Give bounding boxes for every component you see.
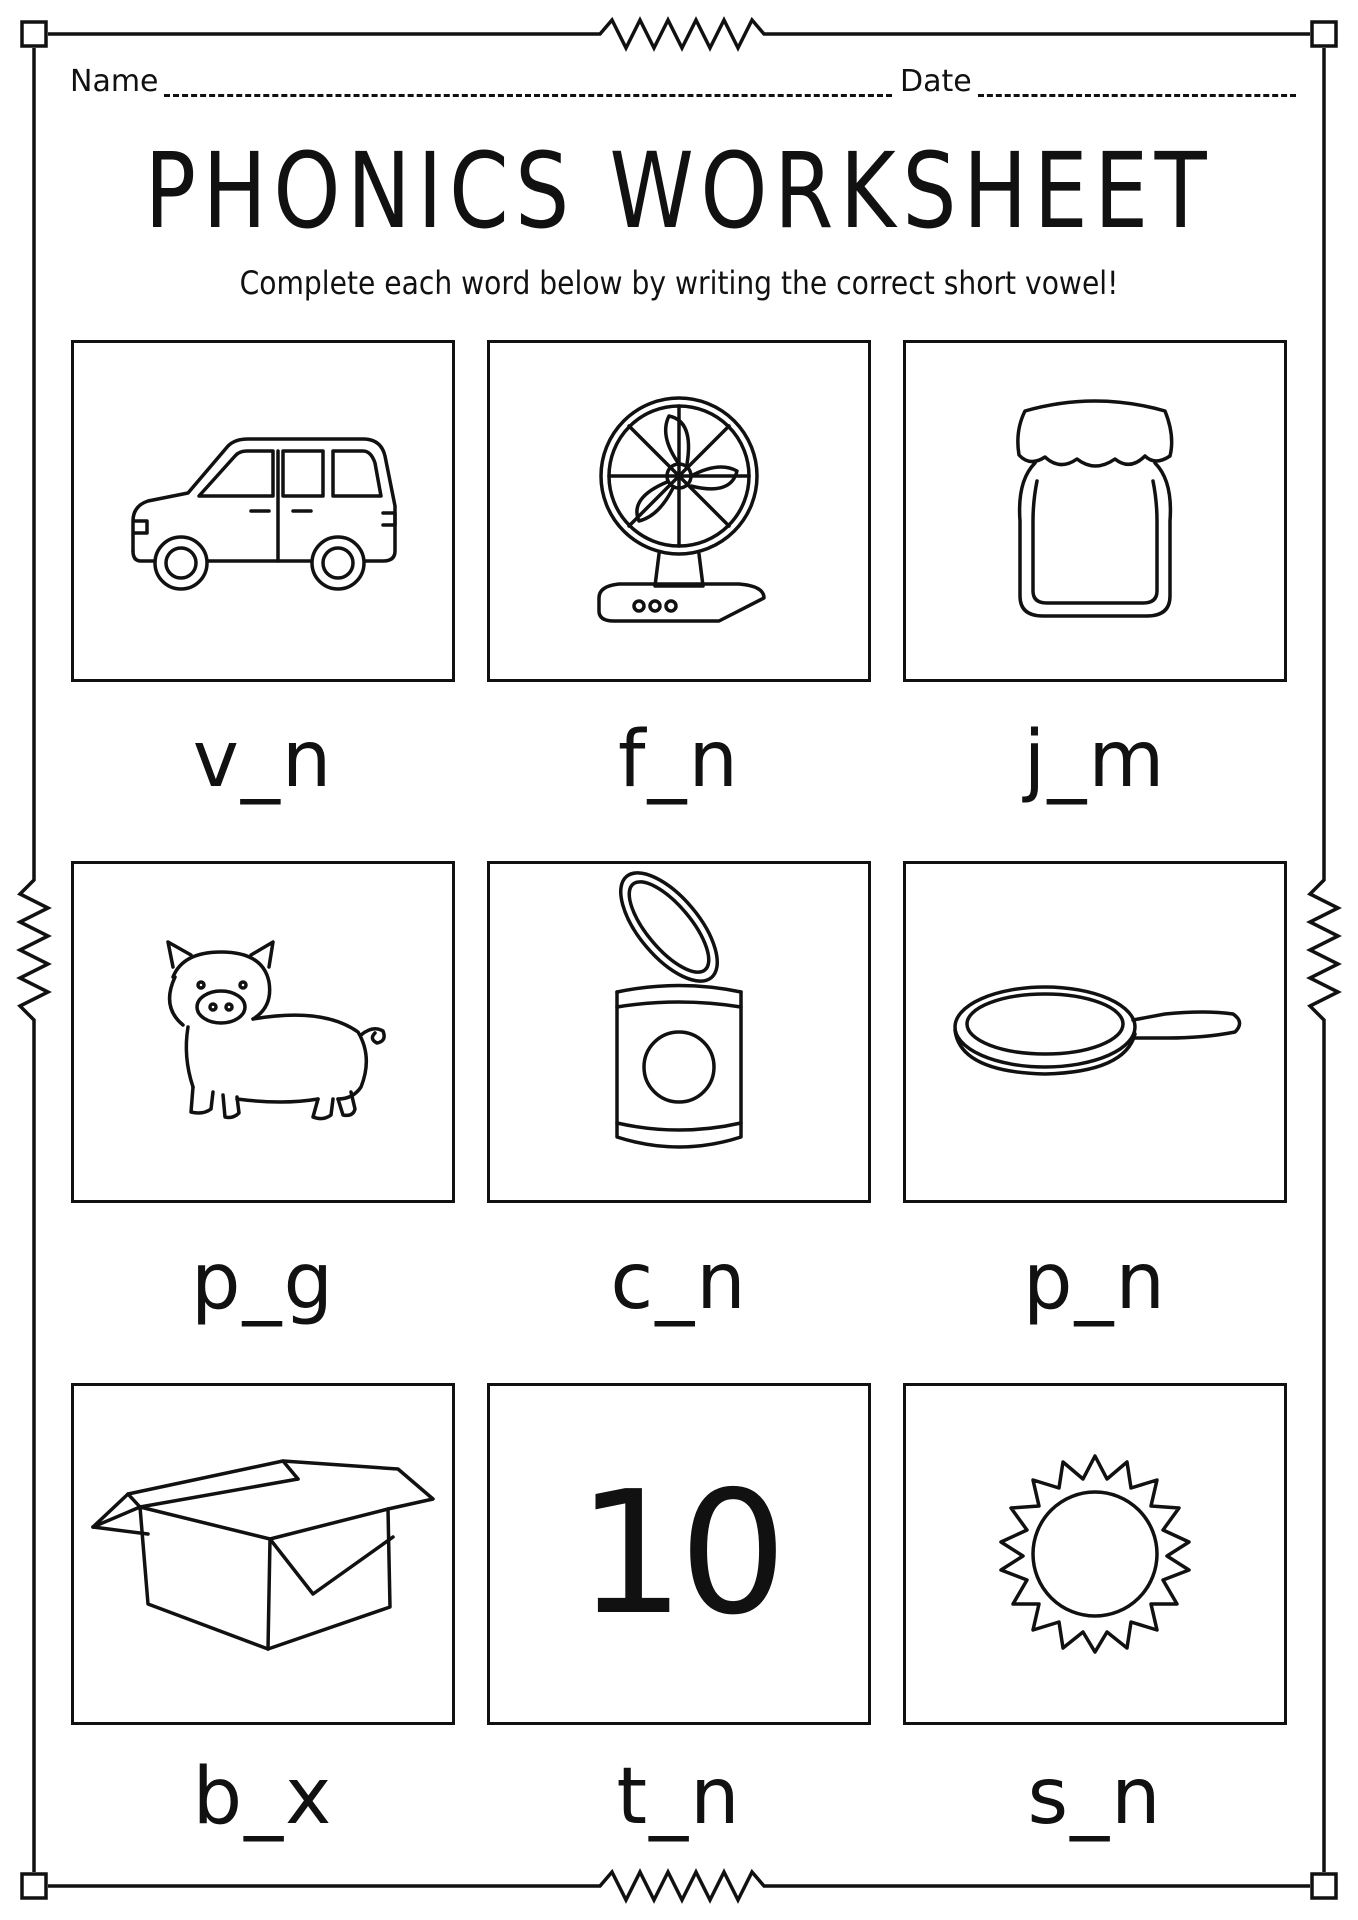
van-icon <box>113 401 413 621</box>
picture-card-pig <box>71 861 455 1203</box>
can-icon <box>579 887 779 1177</box>
sun-icon <box>985 1444 1205 1664</box>
ten-number: 10 <box>576 1455 782 1653</box>
name-label: Name <box>70 64 159 99</box>
word-blank[interactable]: b_x <box>192 1752 334 1842</box>
picture-card-sun <box>903 1383 1287 1725</box>
instruction-text: Complete each word below by writing the correct short vowel! <box>239 264 1119 302</box>
word-blank[interactable]: c_n <box>610 1237 748 1327</box>
word-blank[interactable]: t_n <box>616 1752 742 1842</box>
word-blank[interactable]: j_m <box>1023 715 1167 805</box>
pan-icon <box>945 972 1245 1092</box>
picture-card-fan <box>487 340 871 682</box>
name-answer-line[interactable] <box>164 94 892 97</box>
word-blank[interactable]: p_n <box>1023 1237 1167 1327</box>
picture-card-box <box>71 1383 455 1725</box>
picture-card-can <box>487 861 871 1203</box>
picture-card-van <box>71 340 455 682</box>
picture-card-pan <box>903 861 1287 1203</box>
word-blank[interactable]: v_n <box>192 715 334 805</box>
box-icon <box>88 1439 438 1669</box>
jam-jar-icon <box>995 391 1195 631</box>
word-blank[interactable]: s_n <box>1027 1752 1163 1842</box>
date-answer-line[interactable] <box>978 94 1296 97</box>
page-title: PHONICS WORKSHEET <box>144 130 1214 252</box>
fan-icon <box>569 376 789 646</box>
picture-card-ten <box>487 1383 871 1725</box>
word-blank[interactable]: f_n <box>618 715 740 805</box>
word-blank[interactable]: p_g <box>190 1237 336 1327</box>
picture-card-jam <box>903 340 1287 682</box>
date-label: Date <box>900 64 972 99</box>
pig-icon <box>133 927 393 1137</box>
